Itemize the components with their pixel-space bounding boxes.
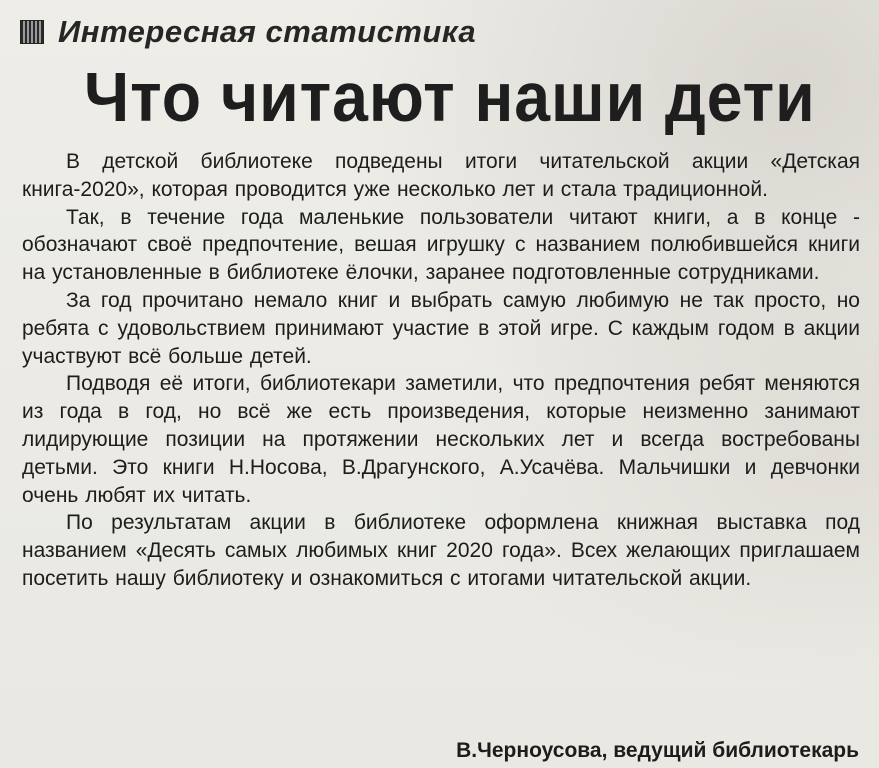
paragraph: Так, в течение года маленькие пользователи читают книги, а в конце - обозначают своё предпочтение, вешая игрушку с названием полюбившейся книги на установленные в библиотеке ёлочки, заранее подготовленные сотрудниками. — [22, 205, 860, 285]
paragraph: В детской библиотеке подведены итоги читательской акции «Детская книга-2020», которая проводится уже несколько лет и стала традиционной. — [22, 150, 860, 201]
rubric-header — [20, 14, 476, 50]
author-signature: В.Черноусова, ведущий библиотекарь — [456, 739, 859, 762]
paragraph: По результатам акции в библиотеке оформлена книжная выставка под названием «Десять самых любимых книг 2020 года». Всех желающих приглашаем посетить нашу библиотеку и ознакомиться с итогами читательской акции. — [22, 511, 860, 590]
article-headline: Что читают наши дети — [84, 58, 816, 136]
rubric-square-icon — [20, 20, 44, 44]
paragraph: За год прочитано немало книг и выбрать самую любимую не так просто, но ребята с удовольствием принимают участие в этой игре. С каждым годом в акции участвуют всё больше детей. — [22, 288, 860, 368]
article-body — [22, 148, 860, 593]
paragraph: Подводя её итоги, библиотекари заметили, что предпочтения ребят меняются из года в год, но всё же есть произведения, которые неизменно занимают лидирующие позиции на протяжении нескольких лет и всегда востребованы детьми. Это книги Н.Носова, В.Драгунского, А.Усачёва. Мальчишки и девчонки очень любят их читать. — [22, 372, 860, 507]
rubric-label: Интересная статистика — [58, 14, 477, 49]
